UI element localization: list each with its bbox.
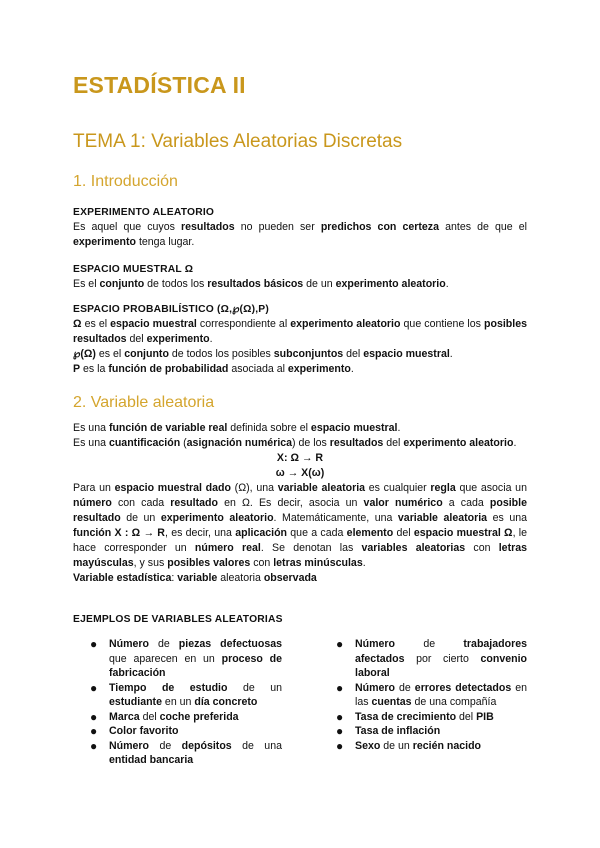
definition-heading: ESPACIO MUESTRAL Ω (73, 264, 194, 275)
bullet-icon: ● (90, 724, 98, 738)
example-list-item: ● Número de piezas defectuosas que aparecen en un proceso de fabricación (90, 637, 282, 679)
bullet-icon: ● (336, 738, 344, 753)
definition-text: Es aquel que cuyos resultados no pueden ser predichos con certeza antes de que el experimento tenga lugar. (73, 221, 527, 248)
bullet-icon: ● (90, 680, 98, 695)
definition-espacio-probabilistico (73, 302, 527, 377)
example-list-item: ● Número de errores detectados en las cuentas de una compañía (336, 680, 528, 708)
bullet-icon: ● (90, 738, 98, 753)
example-list-item: ● Marca del coche preferida (90, 709, 239, 724)
paragraph-variable-estadistica: Variable estadística: variable aleatoria observada (73, 572, 317, 584)
paragraph-funcion: Es una función de variable real definida sobre el espacio muestral. (73, 422, 401, 434)
example-list-item: ● Color favorito (90, 724, 179, 738)
definition-experimento-aleatorio (73, 205, 527, 250)
variable-aleatoria-body (73, 421, 527, 586)
bullet-icon: ● (336, 709, 344, 724)
document-title: ESTADÍSTICA II (73, 72, 246, 98)
bullet-icon: ● (336, 637, 344, 651)
paragraph-definicion: Para un espacio muestral dado (Ω), una variable aleatoria es cualquier regla que asocia un número con cada resultado en Ω. Es decir, asocia un valor numérico a cada posible resultado de un experimento aleatorio. Matemáticamente, una variable aleatoria es una función X : Ω → R, es decir, una aplicación que a cada elemento del espacio muestral Ω, le hace corresponder un número real. Se denotan las variables aleatorias con letras mayúsculas, y sus posibles valores con letras minúsculas. (73, 482, 528, 569)
bullet-icon: ● (336, 680, 344, 695)
bullet-icon: ● (90, 709, 98, 724)
section-heading-variable-aleatoria: 2. Variable aleatoria (73, 394, 215, 411)
section-heading-introduccion: 1. Introducción (73, 173, 178, 190)
example-list-item: ● Tasa de inflación (336, 724, 441, 738)
definition-espacio-muestral (73, 262, 527, 292)
definition-line-probabilidad: P es la función de probabilidad asociada al experimento. (73, 363, 354, 375)
formula-line-1: X: Ω → R (276, 452, 324, 464)
paragraph-cuantificacion: Es una cuantificación (asignación numérica) de los resultados del experimento aleatorio. (73, 437, 517, 449)
example-list-item: ● Sexo de un recién nacido (336, 738, 482, 753)
definition-text: Es el conjunto de todos los resultados básicos de un experimento aleatorio. (73, 278, 449, 290)
definition-line-partes: ℘(Ω) es el conjunto de todos los posibles subconjuntos del espacio muestral. (73, 348, 453, 360)
examples-list-left (73, 637, 282, 768)
examples-heading: EJEMPLOS DE VARIABLES ALEATORIAS (73, 614, 283, 625)
definition-heading: EXPERIMENTO ALEATORIO (73, 207, 215, 218)
topic-heading: TEMA 1: Variables Aleatorias Discretas (73, 131, 403, 152)
bullet-icon: ● (336, 724, 344, 738)
example-list-item: ● Número de depósitos de una entidad bancaria (90, 738, 282, 766)
examples-list-right (319, 637, 527, 753)
example-list-item: ● Número de trabajadores afectados por cierto convenio laboral (336, 637, 527, 679)
formula-line-2: ω → X(ω) (275, 467, 325, 479)
example-list-item: ● Tasa de crecimiento del PIB (336, 709, 494, 724)
definition-heading: ESPACIO PROBABILÍSTICO (Ω,℘(Ω),P) (73, 304, 269, 315)
definition-line-omega: Ω es el espacio muestral correspondiente al experimento aleatorio que contiene los posibles resultados del experimento. (73, 318, 527, 345)
example-list-item: ● Tiempo de estudio de un estudiante en un día concreto (90, 680, 282, 708)
bullet-icon: ● (90, 637, 98, 651)
